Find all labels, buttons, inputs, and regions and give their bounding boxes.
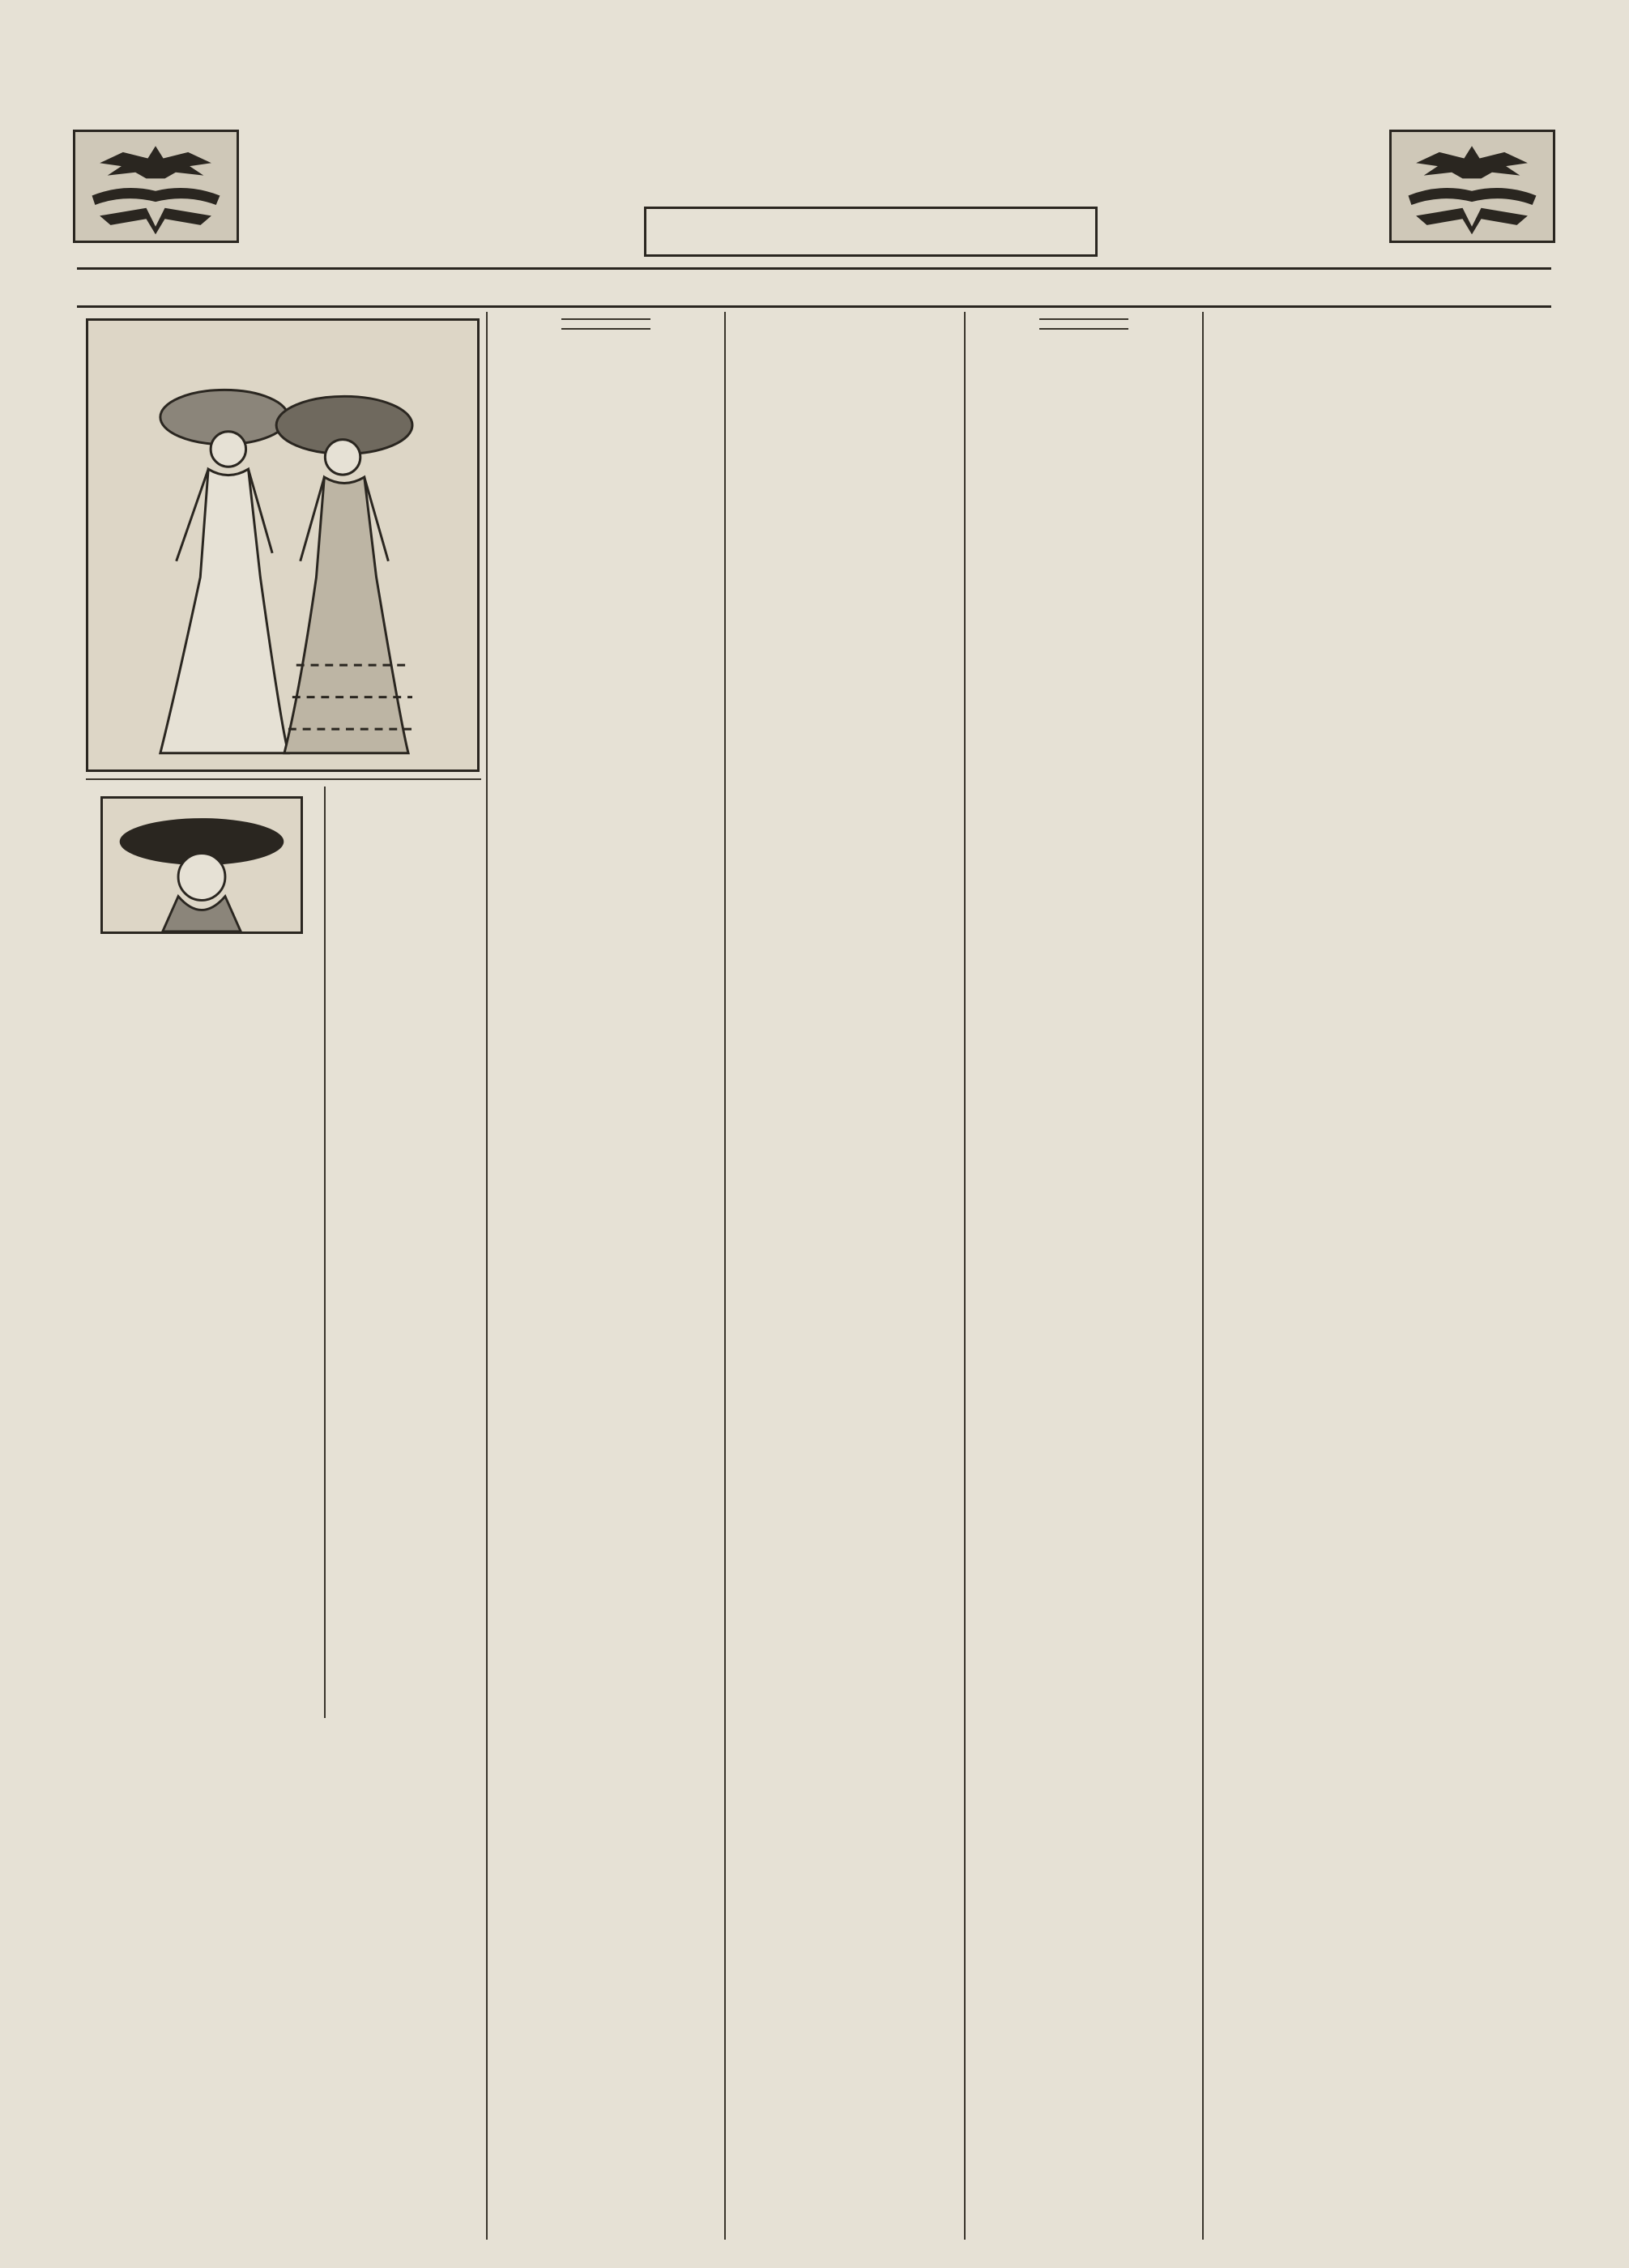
paris-models-section bbox=[81, 312, 486, 2240]
established-box bbox=[644, 207, 1098, 257]
veils-article bbox=[333, 787, 486, 796]
spacer bbox=[1205, 312, 1296, 2240]
hat-illustration bbox=[100, 796, 303, 934]
scarfs-article bbox=[86, 787, 317, 944]
fresh-news-column bbox=[489, 312, 723, 2240]
real-causes-column bbox=[967, 312, 1200, 2240]
eagle-icon bbox=[75, 132, 237, 241]
eagle-emblem-right bbox=[1389, 130, 1555, 243]
dateline bbox=[77, 267, 1551, 308]
fashion-illustration bbox=[86, 318, 480, 772]
masthead bbox=[73, 130, 1555, 247]
hat-icon bbox=[103, 799, 301, 932]
two-ladies-illustration bbox=[88, 321, 477, 770]
locals-column bbox=[727, 312, 962, 2240]
eagle-emblem-left bbox=[73, 130, 239, 243]
eagle-icon bbox=[1392, 132, 1553, 241]
